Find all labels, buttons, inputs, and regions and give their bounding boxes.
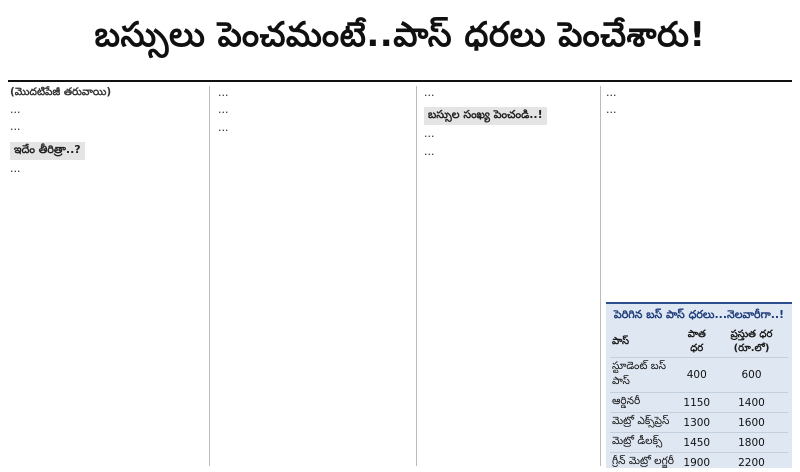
paragraph: … xyxy=(10,162,21,175)
old-fare: 1300 xyxy=(679,413,715,433)
article-column-4 xyxy=(606,86,792,298)
paragraph: … xyxy=(218,121,229,134)
table-row xyxy=(610,413,788,433)
subheading: ఇదేం తీరిత్రా..? xyxy=(10,142,85,160)
column-divider xyxy=(416,86,417,466)
paragraph: … xyxy=(424,128,435,141)
paragraph: … xyxy=(218,87,229,99)
headline-rule xyxy=(8,80,792,82)
article-column-3 xyxy=(424,86,596,466)
pass-type: స్టూడెంట్ బస్ పాస్ xyxy=(610,358,679,393)
new-fare: 2200 xyxy=(715,453,788,472)
old-fare: 400 xyxy=(679,358,715,393)
old-fare: 1150 xyxy=(679,393,715,413)
paragraph: … xyxy=(218,104,229,117)
column-divider xyxy=(600,86,601,466)
headline: బస్సులు పెంచమంటే..పాస్ ధరలు పెంచేశారు! xyxy=(94,15,706,55)
pass-column-header: పాస్ xyxy=(612,336,630,347)
column-divider xyxy=(209,86,210,466)
article-column-2 xyxy=(218,86,408,466)
old-fare: 1450 xyxy=(679,433,715,453)
fare-box-title: పెరిగిన బస్ పాస్ ధరలు...నెలవారీగా..! xyxy=(613,308,785,321)
continued-label: (మొదటిపేజీ తరువాయి) xyxy=(10,86,112,98)
article-column-1 xyxy=(10,86,200,466)
paragraph: … xyxy=(606,87,617,99)
table-row xyxy=(610,393,788,413)
table-row xyxy=(610,433,788,453)
pass-type: గ్రీన్ మెట్రో లగ్జరీ xyxy=(610,453,679,472)
new-fare: 1400 xyxy=(715,393,788,413)
paragraph: … xyxy=(424,145,435,158)
fare-table-header-row xyxy=(610,327,788,358)
new-fare: 1600 xyxy=(715,413,788,433)
subheading: బస్సుల సంఖ్య పెంచండి..! xyxy=(424,107,547,125)
new-fare-column-header: ప్రస్తుత ధర (రూ.లో) xyxy=(730,329,773,354)
pass-type: మెట్రో డీలక్స్ xyxy=(610,433,679,453)
pass-type: మెట్రో ఎక్స్‌ప్రెస్ xyxy=(610,413,679,433)
pass-type: ఆర్డినరీ xyxy=(610,393,679,413)
fare-table xyxy=(610,327,788,472)
paragraph: … xyxy=(424,87,435,99)
new-fare: 600 xyxy=(715,358,788,393)
table-row xyxy=(610,358,788,393)
table-row xyxy=(610,453,788,472)
old-fare: 1900 xyxy=(679,453,715,472)
old-fare-column-header: పాత ధర xyxy=(687,329,706,354)
bus-pass-fare-box xyxy=(606,302,792,468)
paragraph: … xyxy=(10,121,21,134)
paragraph: … xyxy=(10,104,21,116)
new-fare: 1800 xyxy=(715,433,788,453)
paragraph: … xyxy=(606,104,617,117)
